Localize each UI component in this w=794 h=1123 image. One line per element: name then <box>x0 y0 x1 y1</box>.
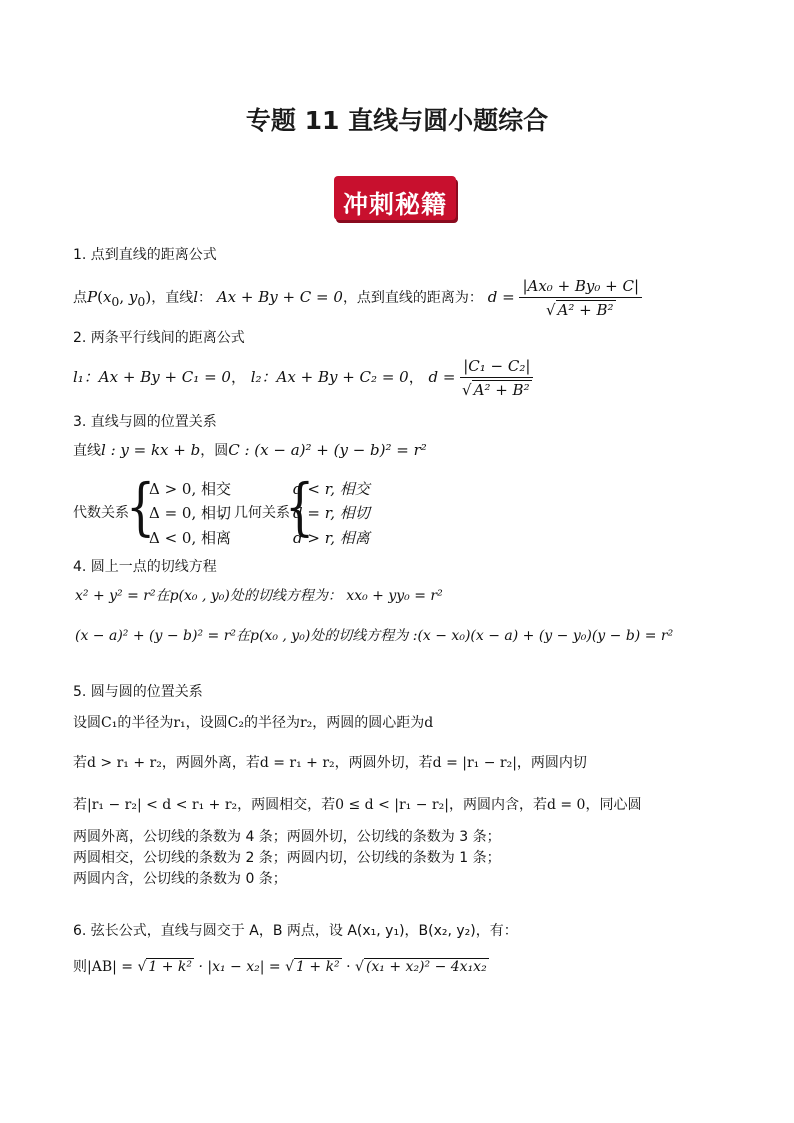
geometric-relation-label: ，几何关系 <box>220 505 290 521</box>
tangent-count-line-2: 两圆相交，公切线的条数为 2 条；两圆内切，公切线的条数为 1 条； <box>73 850 501 866</box>
section-1-formula: 点$P(x_0$, $y_0$)，直线l： Ax + By + C = 0，点到直线的距离为： d = $\frac{\text{|Ax₀ + By₀ + C|}}{\text{√ A² + B²}}$ <box>73 277 642 319</box>
left-brace-icon: { <box>126 470 156 543</box>
chord-length-formula: 则|AB| = √ 1 + k² · |x₁ − x₂| = √ 1 + k² · √ (x₁ + x₂)² − 4x₁x₂ <box>73 959 487 975</box>
section-2-formula: l₁：Ax + By + C₁ = 0， l₂：Ax + By + C₂ = 0， d = $\frac{\text{|C₁ − C₂|}}{\text{√ A² + B²}}$ <box>73 357 533 399</box>
parallel-distance-fraction: $\frac{\text{|C₁ − C₂|}}{\text{√ A² + B²}}$ <box>460 357 533 399</box>
distance-fraction: $\frac{\text{|Ax₀ + By₀ + C|}}{\text{√ A² + B²}}$ <box>519 277 642 319</box>
section-6-heading: 6. 弦长公式，直线与圆交于 A，B 两点，设 A(x₁, y₁)，B(x₂, y₂)，有： <box>73 923 518 939</box>
geo-case-3: d > r, 相离 <box>293 529 370 547</box>
alg-case-2: Δ = 0, 相切 <box>149 504 232 522</box>
section-3-heading: 3. 直线与圆的位置关系 <box>73 414 217 430</box>
sprint-tips-badge <box>331 173 459 225</box>
section-1-heading: 1. 点到直线的距离公式 <box>73 247 217 263</box>
section-2-heading: 2. 两条平行线间的距离公式 <box>73 330 245 346</box>
section-3-line-circle: 直线l : y = kx + b，圆C : (x − a)² + (y − b)² = r² <box>73 441 427 459</box>
badge-label: 冲刺秘籍 <box>342 190 447 219</box>
alg-case-3: Δ < 0, 相离 <box>149 529 232 547</box>
algebraic-relation-label: 代数关系 <box>73 505 129 521</box>
tangent-count-line-3: 两圆内含，公切线的条数为 0 条； <box>73 871 287 887</box>
section-5-heading: 5. 圆与圆的位置关系 <box>73 684 203 700</box>
left-brace-icon: { <box>285 470 315 543</box>
circle-relation-line-1: 设圆C₁的半径为r₁，设圆C₂的半径为r₂，两圆的圆心距为d <box>73 715 434 731</box>
circle-relation-line-3: 若|r₁ − r₂| < d < r₁ + r₂，两圆相交，若0 ≤ d < |r₁ − r₂|，两圆内含，若d = 0，同心圆 <box>73 797 642 813</box>
geo-case-1: d < r, 相交 <box>293 480 370 498</box>
geo-case-2: d = r, 相切 <box>293 504 370 522</box>
tangent-formula-2: (x − a)² + (y − b)² = r²在p(x₀ , y₀)处的切线方程为 :(x − x₀)(x − a) + (y − y₀)(y − b) = r² <box>75 628 674 644</box>
tangent-count-line-1: 两圆外离，公切线的条数为 4 条；两圆外切，公切线的条数为 3 条； <box>73 829 501 845</box>
alg-case-1: Δ > 0, 相交 <box>149 480 232 498</box>
page-title: 专题 11 直线与圆小题综合 <box>245 106 549 135</box>
circle-relation-line-2: 若d > r₁ + r₂，两圆外离，若d = r₁ + r₂，两圆外切，若d = |r₁ − r₂|，两圆内切 <box>73 755 587 771</box>
tangent-formula-1: x² + y² = r²在p(x₀ , y₀)处的切线方程为： xx₀ + yy₀ = r² <box>75 588 443 604</box>
section-4-heading: 4. 圆上一点的切线方程 <box>73 559 217 575</box>
